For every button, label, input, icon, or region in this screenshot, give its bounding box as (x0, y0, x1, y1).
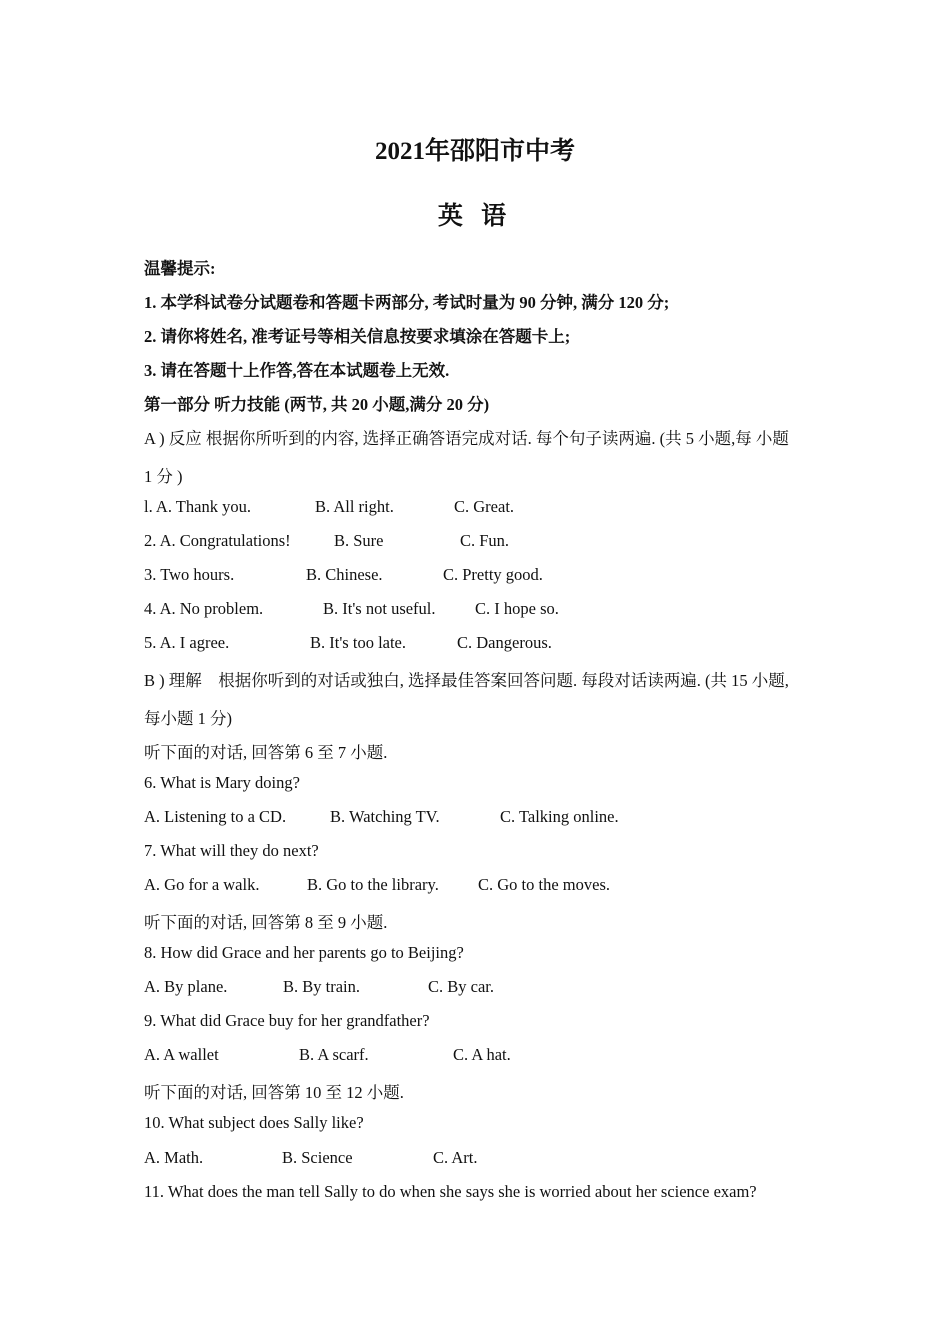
notice-heading: 温馨提示: (144, 259, 216, 278)
option-a: 4. A. No problem. (144, 599, 264, 618)
question-stem: 9. What did Grace buy for her grandfather? (144, 1011, 430, 1030)
option-b: B. Go to the library. (307, 875, 439, 894)
option-a: A. Math. (144, 1148, 204, 1167)
section-b-instruction-cont: 每小题 1 分) (144, 709, 232, 728)
option-c: C. Art. (433, 1148, 478, 1167)
option-c: C. Talking online. (500, 807, 619, 826)
section-a-instruction-cont: 1 分 ) (144, 467, 183, 486)
option-c: C. Great. (454, 497, 515, 516)
option-b: B. By train. (283, 977, 360, 996)
option-b: B. A scarf. (299, 1045, 369, 1064)
dialog-instruction: 听下面的对话, 回答第 10 至 12 小题. (144, 1083, 404, 1102)
option-b: B. Science (282, 1148, 353, 1167)
option-c: C. Pretty good. (443, 565, 543, 584)
exam-title: 2021年邵阳市中考 (374, 138, 575, 165)
option-c: C. A hat. (453, 1045, 511, 1064)
subject-title: 英 语 (437, 203, 513, 230)
notice-item: 2. 请你将姓名, 准考证号等相关信息按要求填涂在答题卡上; (144, 327, 571, 346)
dialog-instruction: 听下面的对话, 回答第 6 至 7 小题. (144, 743, 388, 762)
option-c: C. I hope so. (475, 599, 559, 618)
question-stem: 10. What subject does Sally like? (144, 1113, 364, 1132)
option-a: 2. A. Congratulations! (144, 531, 291, 550)
option-a: A. By plane. (144, 977, 228, 996)
option-b: B. It's not useful. (323, 599, 436, 618)
option-a: A. Listening to a CD. (144, 807, 287, 826)
dialog-instruction: 听下面的对话, 回答第 8 至 9 小题. (144, 913, 388, 932)
option-c: C. Go to the moves. (478, 875, 610, 894)
question-stem: 6. What is Mary doing? (144, 773, 300, 792)
option-a: 5. A. I agree. (144, 633, 230, 652)
option-a: 3. Two hours. (144, 565, 235, 584)
option-b: B. Chinese. (306, 565, 383, 584)
option-a: A. Go for a walk. (144, 875, 260, 894)
part1-heading: 第一部分 听力技能 (两节, 共 20 小题,满分 20 分) (144, 395, 490, 414)
question-stem: 11. What does the man tell Sally to do when she says she is worried about her science exam? (144, 1182, 757, 1201)
notice-item: 1. 本学科试卷分试题卷和答题卡两部分, 考试时量为 90 分钟, 满分 120 分; (144, 293, 670, 312)
section-b-instruction: B ) 理解 根据你听到的对话或独白, 选择最佳答案回答问题. 每段对话读两遍. (共 15 小题, (144, 671, 789, 690)
option-a: A. A wallet (144, 1045, 219, 1064)
notice-item: 3. 请在答题十上作答,答在本试题卷上无效. (144, 361, 450, 380)
option-c: C. By car. (428, 977, 494, 996)
option-b: B. All right. (315, 497, 394, 516)
option-c: C. Dangerous. (457, 633, 552, 652)
question-stem: 7. What will they do next? (144, 841, 319, 860)
option-b: B. Watching TV. (330, 807, 440, 826)
option-b: B. Sure (334, 531, 384, 550)
option-c: C. Fun. (460, 531, 510, 550)
question-stem: 8. How did Grace and her parents go to Beijing? (144, 943, 464, 962)
option-a: l. A. Thank you. (144, 497, 251, 516)
section-a-instruction: A ) 反应 根据你所听到的内容, 选择正确答语完成对话. 每个句子读两遍. (共 5 小题,每 小题 (144, 429, 789, 448)
option-b: B. It's too late. (310, 633, 407, 652)
